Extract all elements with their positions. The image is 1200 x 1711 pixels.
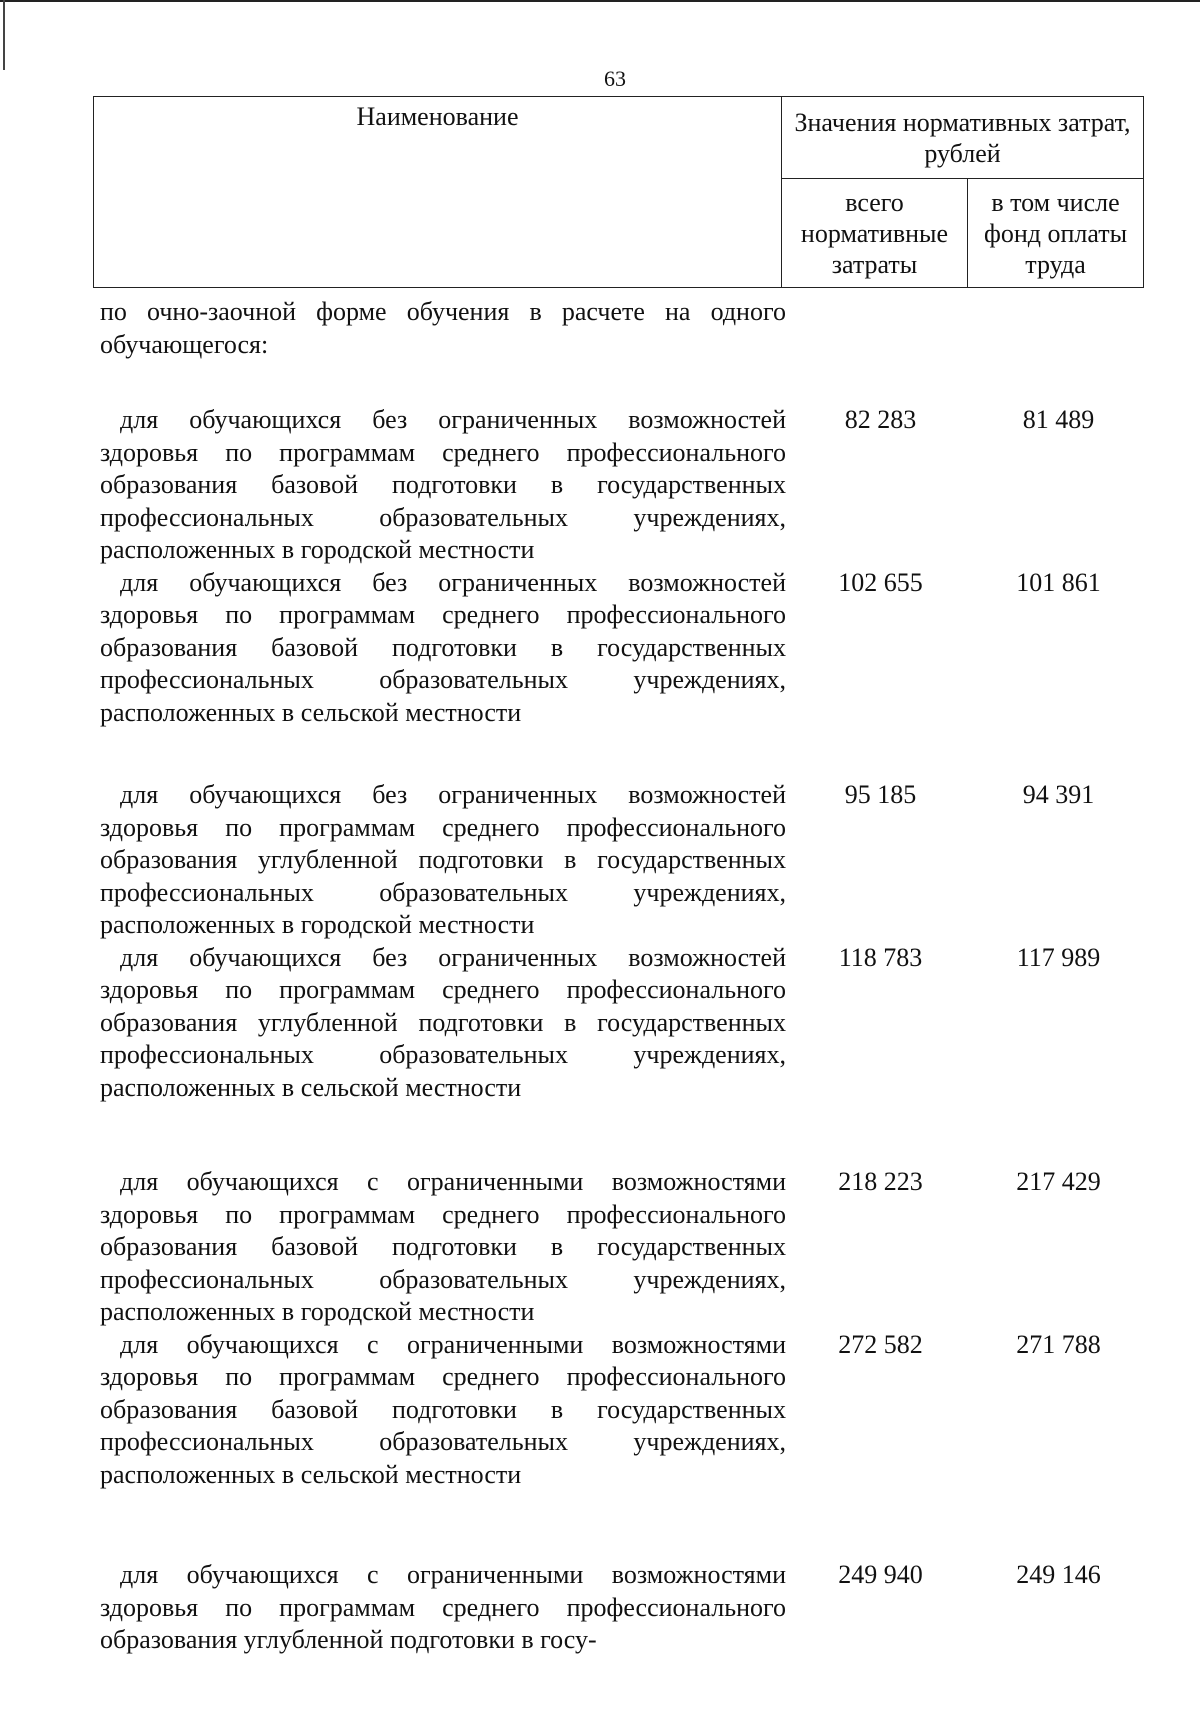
section-heading-row (100, 296, 1145, 361)
section-heading: по очно-заочной форме обучения в расчете на одного обучающегося: (100, 297, 786, 359)
row-description: для обучающихся с ограниченными возможностями здоровья по программам среднего профессионального образования базовой подготовки в государственных профессиональных образовательных учреждениях, расположенных в городской местности (100, 1167, 786, 1326)
row-total-value: 95 185 (844, 780, 917, 809)
table-row (100, 1329, 1145, 1492)
row-total-value: 218 223 (838, 1167, 923, 1196)
row-payroll-value: 117 989 (1016, 942, 1101, 972)
header-payroll-column: в том числе фонд оплаты труда (968, 179, 1144, 288)
row-total-value: 82 283 (844, 405, 917, 434)
top-border-line (0, 0, 1200, 2)
row-payroll-value: 249 146 (1016, 1560, 1101, 1589)
row-description: для обучающихся без ограниченных возможностей здоровья по программам среднего профессионального образования углубленной подготовки в государственных профессиональных образовательных учреждениях, расположенных в городской местности (100, 780, 786, 939)
row-description: для обучающихся без ограниченных возможностей здоровья по программам среднего профессионального образования углубленной подготовки в государственных профессиональных образовательных учреждениях, расположенных в сельской местности (100, 942, 786, 1102)
row-description: для обучающихся без ограниченных возможностей здоровья по программам среднего профессионального образования базовой подготовки в государственных профессиональных образовательных учреждениях, расположенных в сельской местности (100, 567, 786, 727)
table-header (93, 96, 1144, 288)
row-total-value: 118 783 (838, 942, 923, 972)
row-description: для обучающихся с ограниченными возможностями здоровья по программам среднего профессионального образования углубленной подготовки в госу- (100, 1560, 786, 1654)
row-payroll-value: 217 429 (1016, 1167, 1101, 1196)
row-total-value: 102 655 (838, 567, 923, 597)
row-total-value: 249 940 (838, 1560, 923, 1589)
table-row (100, 567, 1145, 730)
table-row (100, 942, 1145, 1105)
row-payroll-value: 101 861 (1016, 567, 1101, 597)
header-total-column: всего нормативные затраты (782, 179, 968, 288)
table-row (100, 404, 1145, 567)
row-total-value: 272 582 (838, 1329, 923, 1359)
table-row (100, 1559, 1145, 1657)
header-name-column: Наименование (94, 97, 782, 288)
table-row (100, 779, 1145, 942)
row-description: для обучающихся без ограниченных возможностей здоровья по программам среднего профессионального образования базовой подготовки в государственных профессиональных образовательных учреждениях, расположенных в городской местности (100, 405, 786, 564)
left-border-line (3, 0, 5, 70)
row-payroll-value: 94 391 (1022, 780, 1095, 809)
row-payroll-value: 81 489 (1022, 405, 1095, 434)
table-row (100, 1166, 1145, 1329)
header-values-column: Значения нормативных затрат, рублей (782, 97, 1144, 179)
row-payroll-value: 271 788 (1016, 1329, 1101, 1359)
row-description: для обучающихся с ограниченными возможностями здоровья по программам среднего профессионального образования базовой подготовки в государственных профессиональных образовательных учреждениях, расположенных в сельской местности (100, 1329, 786, 1489)
table-body (100, 296, 1145, 1657)
page-number: 63 (604, 66, 626, 91)
